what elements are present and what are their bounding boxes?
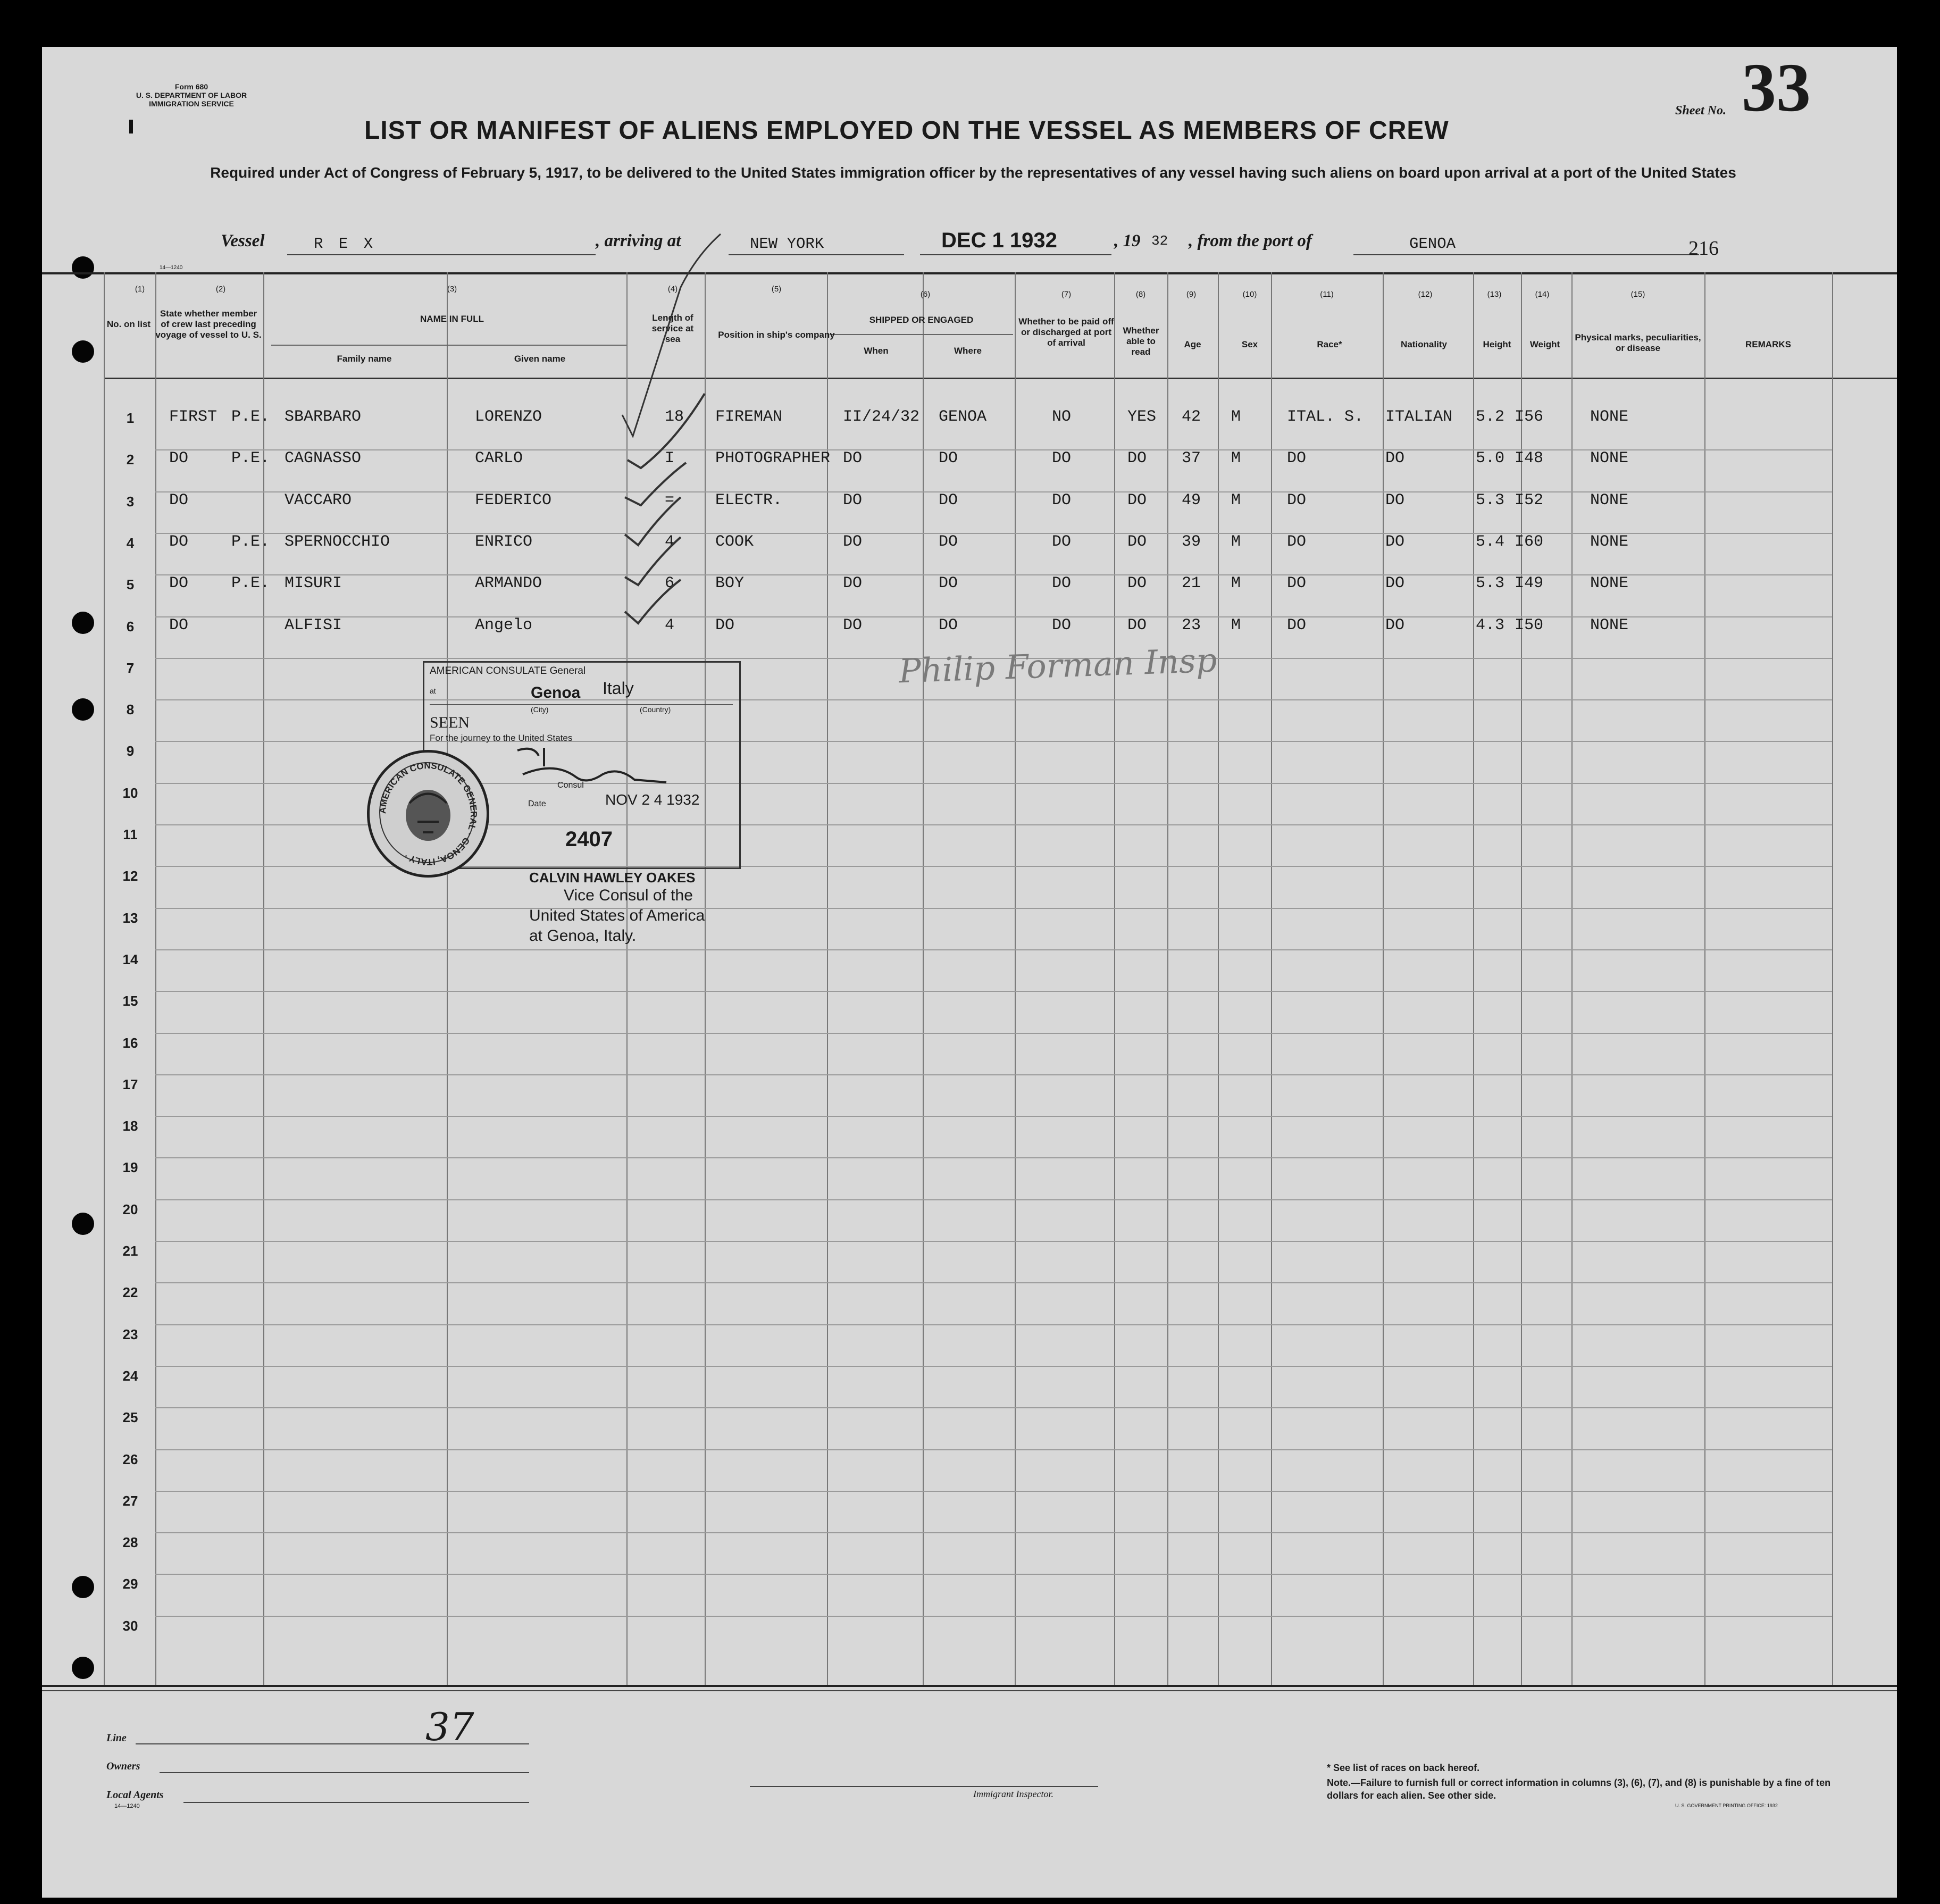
cell-service: 4	[665, 616, 675, 634]
cell-prev-voyage: DO	[169, 574, 189, 593]
header-weight: Weight	[1529, 339, 1560, 349]
service-name: IMMIGRATION SERVICE	[149, 99, 234, 108]
cell-nationality: ITALIAN	[1385, 408, 1453, 426]
header-where: Where	[954, 346, 982, 356]
cell-when: DO	[843, 532, 863, 551]
date-underline	[920, 254, 1111, 255]
cell-paid-off: DO	[1052, 532, 1072, 551]
cell-race: DO	[1287, 616, 1307, 634]
arrival-underline	[729, 254, 904, 255]
stamp-seen: SEEN	[430, 714, 470, 731]
cell-family: CAGNASSO	[285, 449, 362, 468]
column-divider	[1167, 272, 1168, 1685]
col-num-5: (5)	[771, 285, 782, 294]
cell-sex: M	[1231, 532, 1241, 551]
cell-pe: P.E.	[231, 449, 270, 468]
col-num-10: (10)	[1242, 290, 1257, 299]
cell-height: 5.2	[1476, 408, 1505, 426]
footer-printer: U. S. GOVERNMENT PRINTING OFFICE: 1932	[1675, 1803, 1778, 1808]
cell-weight: I48	[1515, 449, 1544, 468]
row-number: 16	[122, 1034, 138, 1051]
cell-read: DO	[1127, 449, 1147, 468]
document-title: LIST OR MANIFEST OF ALIENS EMPLOYED ON THE VESSEL AS MEMBERS OF CREW	[364, 116, 1449, 145]
header-name-in-full: NAME IN FULL	[420, 314, 484, 324]
cell-marks: NONE	[1590, 574, 1629, 593]
cell-read: DO	[1127, 491, 1147, 510]
cell-nationality: DO	[1385, 574, 1405, 593]
binder-hole	[72, 1576, 94, 1598]
row-divider	[155, 1116, 1832, 1117]
row-number: 10	[122, 784, 138, 801]
vessel-label: Vessel	[221, 231, 265, 250]
footer-line-label: Line	[106, 1732, 127, 1744]
cell-given: FEDERICO	[475, 491, 552, 510]
row-number: 29	[122, 1576, 138, 1592]
sheet-label: Sheet No.	[1675, 104, 1726, 118]
header-paid-off: Whether to be paid off or discharged at port of arrival	[1018, 316, 1114, 348]
cell-given: LORENZO	[475, 408, 542, 426]
cell-read: DO	[1127, 574, 1147, 593]
cell-position: FIREMAN	[715, 408, 783, 426]
cell-age: 23	[1182, 616, 1201, 634]
row-number: 7	[126, 659, 135, 676]
vessel-underline	[287, 254, 596, 255]
year-value: 32	[1151, 233, 1168, 249]
column-divider	[1271, 272, 1272, 1685]
cell-given: ARMANDO	[475, 574, 542, 593]
row-divider	[155, 1033, 1832, 1034]
row-divider	[155, 616, 1832, 617]
cell-paid-off: DO	[1052, 616, 1072, 634]
row-number: 22	[122, 1284, 138, 1301]
cell-race: ITAL. S.	[1287, 408, 1364, 426]
cell-weight: I56	[1515, 408, 1544, 426]
binder-hole	[72, 1657, 94, 1679]
cell-paid-off: DO	[1052, 449, 1072, 468]
row-divider	[155, 1282, 1832, 1283]
row-divider	[155, 449, 1832, 450]
department-name: U. S. DEPARTMENT OF LABOR	[136, 91, 247, 99]
header-given-name: Given name	[514, 354, 566, 364]
binder-hole	[72, 612, 94, 634]
cell-where: GENOA	[939, 408, 987, 426]
cell-family: SBARBARO	[285, 408, 362, 426]
row-divider	[155, 1532, 1832, 1533]
row-divider	[155, 574, 1832, 575]
cell-marks: NONE	[1590, 408, 1629, 426]
cell-where: DO	[939, 616, 958, 634]
col-num-12: (12)	[1418, 290, 1433, 299]
table-top-border	[42, 272, 1897, 274]
col-num-11: (11)	[1320, 290, 1334, 299]
cell-age: 42	[1182, 408, 1201, 426]
row-divider	[155, 1616, 1832, 1617]
cell-weight: I49	[1515, 574, 1544, 593]
port-underline	[1353, 254, 1699, 255]
shipped-header-divider	[830, 334, 1013, 335]
header-bottom-border	[104, 378, 1897, 379]
seal-text: AMERICAN CONSULATE GENERAL · GENOA, ITALY ·	[377, 760, 479, 867]
binder-hole	[72, 256, 94, 279]
vessel-name: R E X	[314, 235, 377, 253]
cell-pe: P.E.	[231, 532, 270, 551]
cell-position: PHOTOGRAPHER	[715, 449, 831, 468]
column-divider	[1383, 272, 1384, 1685]
col-num-4: (4)	[667, 285, 678, 294]
row-divider	[155, 491, 1832, 492]
cell-read: YES	[1127, 408, 1157, 426]
cell-sex: M	[1231, 449, 1241, 468]
cell-when: DO	[843, 491, 863, 510]
cell-given: Angelo	[475, 616, 533, 634]
header-when: When	[864, 346, 889, 356]
stamp-country: Italy	[603, 679, 634, 698]
cell-where: DO	[939, 574, 958, 593]
cell-when: II/24/32	[843, 408, 920, 426]
stamp-at-label: at	[430, 687, 436, 695]
cell-prev-voyage: DO	[169, 532, 189, 551]
row-number: 5	[126, 577, 135, 593]
stamp-city-label: (City)	[531, 705, 549, 714]
cell-marks: NONE	[1590, 616, 1629, 634]
row-divider	[155, 991, 1832, 992]
cell-prev-voyage: DO	[169, 449, 189, 468]
table-bottom-border-2	[42, 1690, 1897, 1691]
document-subtitle: Required under Act of Congress of February 5, 1917, to be delivered to the United States immigration officer by the representatives of any vessel having such aliens on board upon arrival at a port of the United States	[210, 164, 1736, 181]
row-number: 19	[122, 1159, 138, 1176]
stamp-date: NOV 2 4 1932	[605, 791, 700, 808]
cell-age: 21	[1182, 574, 1201, 593]
row-number: 6	[126, 618, 135, 634]
cell-nationality: DO	[1385, 491, 1405, 510]
row-divider	[155, 908, 1832, 909]
column-divider	[447, 272, 448, 1685]
header-height: Height	[1483, 339, 1511, 349]
form-number: Form 680	[174, 82, 208, 91]
row-number: 20	[122, 1201, 138, 1217]
stamp-city: Genoa	[531, 684, 581, 702]
cell-service: 6	[665, 574, 675, 593]
row-number: 21	[122, 1243, 138, 1259]
cell-sex: M	[1231, 574, 1241, 593]
cell-position: COOK	[715, 532, 754, 551]
column-divider	[923, 272, 924, 1685]
row-number: 30	[122, 1617, 138, 1634]
header-family-name: Family name	[337, 354, 392, 364]
column-divider	[1473, 272, 1474, 1685]
footer-agents-underline	[183, 1802, 529, 1803]
col-num-6: (6)	[920, 290, 931, 299]
year-label: , 19	[1114, 231, 1141, 250]
col-num-15: (15)	[1630, 290, 1645, 299]
column-divider	[263, 272, 264, 1685]
row-number: 26	[122, 1451, 138, 1467]
seal-eagle-icon	[370, 753, 487, 875]
cell-height: 4.3	[1476, 616, 1505, 634]
cell-race: DO	[1287, 491, 1307, 510]
cell-service: 18	[665, 408, 684, 426]
cell-paid-off: DO	[1052, 491, 1072, 510]
footer-owners-underline	[160, 1772, 529, 1773]
header-shipped-or-engaged: SHIPPED OR ENGAGED	[869, 315, 974, 325]
check-marks	[617, 229, 739, 633]
cell-service: =	[665, 491, 675, 510]
cell-weight: I50	[1515, 616, 1544, 634]
cell-race: DO	[1287, 574, 1307, 593]
cell-paid-off: DO	[1052, 574, 1072, 593]
row-number: 1	[126, 410, 135, 426]
cell-given: ENRICO	[475, 532, 533, 551]
cell-nationality: DO	[1385, 532, 1405, 551]
row-number: 8	[126, 702, 135, 718]
inspector-signature: Philip Forman Insp	[898, 640, 1218, 691]
sheet-number: 33	[1742, 49, 1811, 126]
column-divider	[1521, 272, 1522, 1685]
cell-service: 4	[665, 532, 675, 551]
cell-family: SPERNOCCHIO	[285, 532, 390, 551]
col-num-13: (13)	[1487, 290, 1502, 299]
column-divider	[1218, 272, 1219, 1685]
footer-inspector-underline	[750, 1786, 1098, 1787]
punch-mark	[129, 120, 133, 133]
column-divider	[1571, 272, 1573, 1685]
binder-hole	[72, 698, 94, 721]
consul-signature	[512, 745, 672, 793]
column-divider	[104, 272, 105, 1685]
header-remarks: REMARKS	[1745, 339, 1791, 349]
officer-title-3: at Genoa, Italy.	[529, 927, 637, 945]
cell-where: DO	[939, 532, 958, 551]
footer-note-text: —Failure to furnish full or correct information in columns (3), (6), (7), and (8) is punishable by a fine of ten dollars for each alien. See other side.	[1327, 1777, 1831, 1801]
row-divider	[155, 1241, 1832, 1242]
row-number: 13	[122, 909, 138, 926]
row-number: 25	[122, 1409, 138, 1426]
row-number: 23	[122, 1326, 138, 1342]
footer-inspector-label: Immigrant Inspector.	[973, 1789, 1053, 1799]
stamp-date-label: Date	[528, 799, 546, 808]
cell-nationality: DO	[1385, 449, 1405, 468]
col-num-14: (14)	[1535, 290, 1550, 299]
col-num-3: (3)	[447, 285, 457, 294]
cell-prev-voyage: DO	[169, 616, 189, 634]
row-number: 27	[122, 1492, 138, 1509]
cell-weight: I60	[1515, 532, 1544, 551]
row-divider	[155, 1366, 1832, 1367]
cell-family: MISURI	[285, 574, 342, 593]
row-divider	[155, 1157, 1832, 1158]
cell-paid-off: NO	[1052, 408, 1072, 426]
footer-agents-label: Local Agents	[106, 1789, 164, 1801]
cell-pe: P.E.	[231, 408, 270, 426]
row-divider	[155, 533, 1832, 534]
row-number: 11	[123, 826, 138, 842]
cell-nationality: DO	[1385, 616, 1405, 634]
cell-when: DO	[843, 574, 863, 593]
stamp-number: 2407	[565, 828, 613, 851]
row-number: 17	[122, 1076, 138, 1092]
col-num-9: (9)	[1186, 290, 1197, 299]
cell-service: I	[665, 449, 675, 468]
cell-position: ELECTR.	[715, 491, 783, 510]
footer-agents-code: 14—1240	[114, 1803, 140, 1809]
arrival-date-stamp: DEC 1 1932	[941, 229, 1057, 252]
header-length-of-service: Length of service at sea	[651, 313, 694, 344]
cell-pe: P.E.	[231, 574, 270, 593]
row-divider	[155, 949, 1832, 950]
page-code: 216	[1688, 237, 1719, 260]
cell-position: BOY	[715, 574, 745, 593]
stamp-country-label: (Country)	[640, 705, 671, 714]
stamp-divider	[430, 704, 733, 705]
cell-weight: I52	[1515, 491, 1544, 510]
row-divider	[155, 1449, 1832, 1450]
from-port-label: , from the port of	[1189, 231, 1312, 250]
row-number: 3	[126, 493, 135, 510]
footer-line-value: 37	[425, 1705, 474, 1749]
row-divider	[155, 1074, 1832, 1075]
form-info	[117, 82, 266, 108]
name-header-divider	[271, 345, 626, 346]
footer-note	[1327, 1776, 1837, 1802]
column-divider	[1832, 272, 1833, 1685]
cell-race: DO	[1287, 532, 1307, 551]
row-number: 14	[122, 951, 138, 967]
departure-port: GENOA	[1409, 235, 1456, 253]
cell-when: DO	[843, 616, 863, 634]
cell-marks: NONE	[1590, 491, 1629, 510]
cell-race: DO	[1287, 449, 1307, 468]
cell-age: 39	[1182, 532, 1201, 551]
col-num-7: (7)	[1061, 290, 1072, 299]
column-divider	[1015, 272, 1016, 1685]
column-divider	[155, 272, 156, 1685]
stamp-header: AMERICAN CONSULATE General	[430, 665, 586, 677]
cell-height: 5.3	[1476, 491, 1505, 510]
header-able-to-read: Whether able to read	[1123, 325, 1159, 357]
stamp-consul-label: Consul	[557, 781, 584, 790]
footer-owners-label: Owners	[106, 1760, 140, 1772]
row-divider	[155, 1407, 1832, 1408]
cell-age: 49	[1182, 491, 1201, 510]
table-bottom-border	[42, 1685, 1897, 1687]
cell-where: DO	[939, 491, 958, 510]
column-divider	[1704, 272, 1705, 1685]
row-number: 2	[126, 452, 135, 468]
header-sex: Sex	[1241, 339, 1258, 349]
arriving-label: , arriving at	[596, 231, 681, 250]
header-physical-marks: Physical marks, peculiarities, or disease	[1575, 332, 1701, 353]
footer-note-races: * See list of races on back hereof.	[1327, 1763, 1480, 1773]
row-divider	[155, 1324, 1832, 1325]
row-divider	[155, 1491, 1832, 1492]
cell-read: DO	[1127, 532, 1147, 551]
cell-prev-voyage: FIRST	[169, 408, 218, 426]
row-number: 28	[122, 1534, 138, 1551]
cell-height: 5.4	[1476, 532, 1505, 551]
column-divider	[827, 272, 828, 1685]
consulate-seal	[367, 750, 489, 878]
cell-family: ALFISI	[285, 616, 342, 634]
cell-read: DO	[1127, 616, 1147, 634]
small-code: 14—1240	[160, 265, 183, 271]
binder-hole	[72, 1213, 94, 1235]
cell-height: 5.0	[1476, 449, 1505, 468]
cell-given: CARLO	[475, 449, 523, 468]
cell-where: DO	[939, 449, 958, 468]
row-number: 15	[122, 993, 138, 1009]
row-divider	[155, 741, 1832, 742]
column-divider	[1114, 272, 1115, 1685]
row-number: 9	[126, 743, 135, 759]
cell-height: 5.3	[1476, 574, 1505, 593]
footer-note-label: Note.	[1327, 1777, 1351, 1788]
officer-name: CALVIN HAWLEY OAKES	[529, 870, 696, 886]
cell-age: 37	[1182, 449, 1201, 468]
header-race: Race*	[1317, 339, 1342, 349]
header-prev-voyage: State whether member of crew last preceding voyage of vessel to U. S.	[155, 308, 262, 340]
row-number: 4	[126, 535, 135, 551]
row-number: 12	[122, 868, 138, 884]
cell-family: VACCARO	[285, 491, 352, 510]
header-nationality: Nationality	[1401, 339, 1447, 349]
row-number: 24	[122, 1367, 138, 1384]
row-divider	[155, 699, 1832, 700]
col-num-8: (8)	[1135, 290, 1146, 299]
cell-sex: M	[1231, 408, 1241, 426]
cell-marks: NONE	[1590, 449, 1629, 468]
cell-prev-voyage: DO	[169, 491, 189, 510]
stamp-journey: For the journey to the United States	[430, 733, 573, 743]
header-age: Age	[1184, 339, 1201, 349]
row-number: 18	[122, 1118, 138, 1134]
cell-position: DO	[715, 616, 735, 634]
cell-marks: NONE	[1590, 532, 1629, 551]
cell-when: DO	[843, 449, 863, 468]
cell-sex: M	[1231, 616, 1241, 634]
row-divider	[155, 1574, 1832, 1575]
header-position: Position in ship's company	[718, 330, 835, 340]
binder-hole	[72, 340, 94, 363]
officer-title-1: Vice Consul of the	[564, 887, 693, 904]
row-divider	[155, 1199, 1832, 1200]
cell-sex: M	[1231, 491, 1241, 510]
col-num-2: (2)	[215, 285, 226, 294]
officer-title-2: United States of America	[529, 907, 705, 924]
arrival-port: NEW YORK	[750, 235, 824, 253]
col-num-1: (1)	[135, 285, 145, 294]
header-no-on-list: No. on list	[106, 319, 151, 329]
